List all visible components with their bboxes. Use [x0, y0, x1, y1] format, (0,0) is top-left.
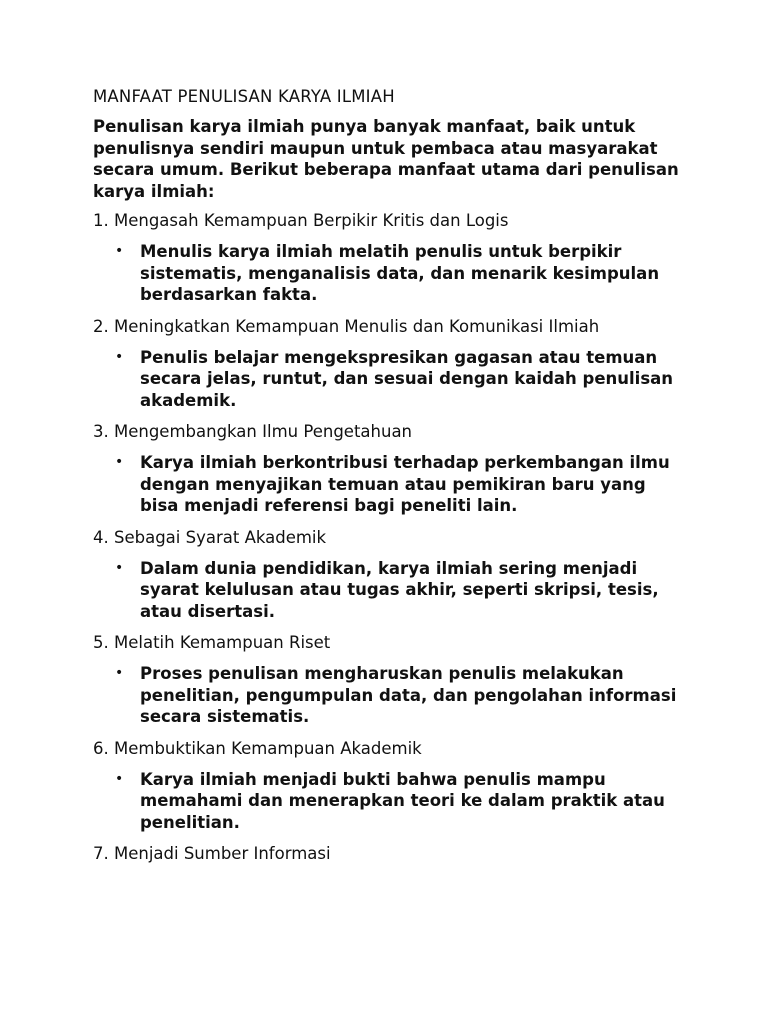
point-text: Menulis karya ilmiah melatih penulis untuk berpikir sistematis, menganalisis data, dan menarik kesimpulan berdasarkan fakta.	[140, 242, 660, 304]
section-heading-3: 3. Mengembangkan Ilmu Pengetahuan	[93, 422, 413, 441]
list-item	[115, 347, 688, 412]
list-item	[115, 241, 688, 306]
section-heading-7: 7. Menjadi Sumber Informasi	[93, 844, 331, 863]
list-item	[115, 663, 688, 728]
list-item	[115, 769, 688, 834]
section-4-points	[93, 558, 688, 623]
document-title: MANFAAT PENULISAN KARYA ILMIAH	[93, 87, 395, 106]
section-heading-1: 1. Mengasah Kemampuan Berpikir Kritis dan Logis	[93, 211, 509, 230]
point-text: Penulis belajar mengekspresikan gagasan atau temuan secara jelas, runtut, dan sesuai dengan kaidah penulisan akademik.	[140, 347, 674, 410]
list-item	[115, 558, 688, 623]
section-heading-4: 4. Sebagai Syarat Akademik	[93, 527, 327, 547]
section-1-points	[93, 241, 688, 306]
section-heading-5: 5. Melatih Kemampuan Riset	[93, 633, 331, 652]
bullet-icon: •	[115, 243, 124, 259]
section-6-points	[93, 769, 688, 834]
bullet-icon: •	[115, 770, 124, 787]
point-text: Proses penulisan mengharuskan penulis melakukan penelitian, pengumpulan data, dan pengolahan informasi secara sistematis.	[140, 664, 677, 726]
bullet-icon: •	[115, 665, 124, 681]
section-3-points	[93, 452, 688, 517]
bullet-icon: •	[115, 348, 124, 365]
list-item	[115, 452, 688, 517]
bullet-icon: •	[115, 454, 124, 470]
point-text: Dalam dunia pendidikan, karya ilmiah sering menjadi syarat kelulusan atau tugas akhir, seperti skripsi, tesis, atau disertasi.	[140, 558, 659, 621]
point-text: Karya ilmiah berkontribusi terhadap perkembangan ilmu dengan menyajikan temuan atau pemikiran baru yang bisa menjadi referensi bagi peneliti lain.	[140, 453, 670, 515]
section-heading-2: 2. Meningkatkan Kemampuan Menulis dan Komunikasi Ilmiah	[93, 316, 600, 336]
bullet-icon: •	[115, 559, 124, 576]
intro-paragraph: Penulisan karya ilmiah punya banyak manfaat, baik untuk penulisnya sendiri maupun untuk pembaca atau masyarakat secara umum. Berikut beberapa manfaat utama dari penulisan karya ilmiah:	[93, 117, 679, 201]
section-heading-6: 6. Membuktikan Kemampuan Akademik	[93, 738, 422, 758]
section-2-points	[93, 347, 688, 412]
point-text: Karya ilmiah menjadi bukti bahwa penulis mampu memahami dan menerapkan teori ke dalam praktik atau penelitian.	[140, 769, 665, 832]
section-5-points	[93, 663, 688, 728]
